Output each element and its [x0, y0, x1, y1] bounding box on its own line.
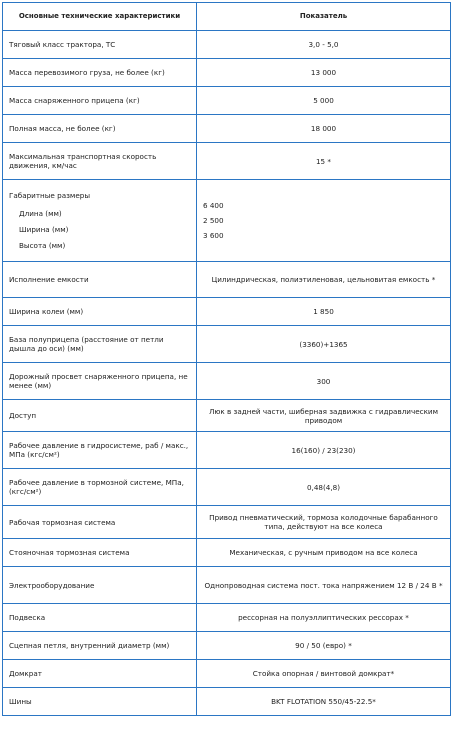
- table-row: [3, 59, 451, 87]
- table-row: [3, 87, 451, 115]
- table-row: [3, 660, 451, 688]
- row-value: рессорная на полуэллиптических рессорах *: [197, 604, 451, 632]
- table-row: [3, 115, 451, 143]
- row-value: (3360)+1365: [197, 326, 451, 363]
- row-label: Доступ: [3, 400, 197, 432]
- row-label: Сцепная петля, внутренний диаметр (мм): [3, 632, 197, 660]
- dimension-width-value: 2 500: [203, 216, 224, 225]
- row-value: Люк в задней части, шиберная задвижка с гидравлическим приводом: [197, 400, 451, 432]
- table-header-row: [3, 3, 451, 31]
- row-label: Тяговый класс трактора, ТС: [3, 31, 197, 59]
- row-value: Цилиндрическая, полиэтиленовая, цельновитая емкость *: [197, 262, 451, 298]
- dimension-length-value: 6 400: [203, 201, 224, 210]
- dimension-height-value: 3 600: [203, 231, 224, 240]
- row-value: 3,0 - 5,0: [197, 31, 451, 59]
- table-row: [3, 400, 451, 432]
- table-row-dimensions: [3, 180, 451, 262]
- spec-table: [2, 2, 451, 716]
- row-label: Домкрат: [3, 660, 197, 688]
- dimensions-label-cell: [3, 180, 197, 262]
- table-row: [3, 363, 451, 400]
- row-value: 1 850: [197, 298, 451, 326]
- header-characteristics: Основные технические характеристики: [3, 3, 197, 31]
- row-label: Шины: [3, 688, 197, 716]
- header-value: Показатель: [197, 3, 451, 31]
- dimensions-value-cell: [197, 180, 451, 262]
- row-value: 18 000: [197, 115, 451, 143]
- table-row: [3, 469, 451, 506]
- row-label: Полная масса, не более (кг): [3, 115, 197, 143]
- row-value: BKT FLOTATION 550/45-22.5*: [197, 688, 451, 716]
- table-row: [3, 143, 451, 180]
- row-label: Рабочее давление в тормозной системе, МПа, (кгс/см²): [3, 469, 197, 506]
- row-label: Стояночная тормозная система: [3, 539, 197, 567]
- dimension-length-label: Длина (мм): [19, 209, 62, 218]
- row-label: Рабочая тормозная система: [3, 506, 197, 539]
- row-value: 13 000: [197, 59, 451, 87]
- table-row: [3, 567, 451, 604]
- row-label: Ширина колеи (мм): [3, 298, 197, 326]
- row-label: Рабочее давление в гидросистеме, раб / макс., МПа (кгс/см²): [3, 432, 197, 469]
- table-row: [3, 506, 451, 539]
- row-value: Привод пневматический, тормоза колодочные барабанного типа, действуют на все колеса: [197, 506, 451, 539]
- table-row: [3, 688, 451, 716]
- row-label: Максимальная транспортная скорость движения, км/час: [3, 143, 197, 180]
- row-value: 0,48(4,8): [197, 469, 451, 506]
- table-row: [3, 31, 451, 59]
- row-value: 300: [197, 363, 451, 400]
- table-row: [3, 539, 451, 567]
- row-label: Дорожный просвет снаряженного прицепа, не менее (мм): [3, 363, 197, 400]
- dimension-width-label: Ширина (мм): [19, 225, 69, 234]
- table-row: [3, 632, 451, 660]
- row-label: Масса перевозимого груза, не более (кг): [3, 59, 197, 87]
- row-value: 90 / 50 (евро) *: [197, 632, 451, 660]
- row-label: Масса снаряженного прицепа (кг): [3, 87, 197, 115]
- table-row: [3, 604, 451, 632]
- row-value: Механическая, с ручным приводом на все колеса: [197, 539, 451, 567]
- row-value: 15 *: [197, 143, 451, 180]
- row-value: 5 000: [197, 87, 451, 115]
- row-value: 16(160) / 23(230): [197, 432, 451, 469]
- row-value: Однопроводная система пост. тока напряжением 12 В / 24 В *: [197, 567, 451, 604]
- row-label: Электрооборудование: [3, 567, 197, 604]
- row-label: Исполнение емкости: [3, 262, 197, 298]
- table-row: [3, 432, 451, 469]
- row-label: База полуприцепа (расстояние от петли дышла до оси) (мм): [3, 326, 197, 363]
- table-row: [3, 262, 451, 298]
- table-row: [3, 298, 451, 326]
- table-row: [3, 326, 451, 363]
- row-label: Подвеска: [3, 604, 197, 632]
- dimensions-title: Габаритные размеры: [9, 191, 90, 200]
- dimension-height-label: Высота (мм): [19, 241, 66, 250]
- row-value: Стойка опорная / винтовой домкрат*: [197, 660, 451, 688]
